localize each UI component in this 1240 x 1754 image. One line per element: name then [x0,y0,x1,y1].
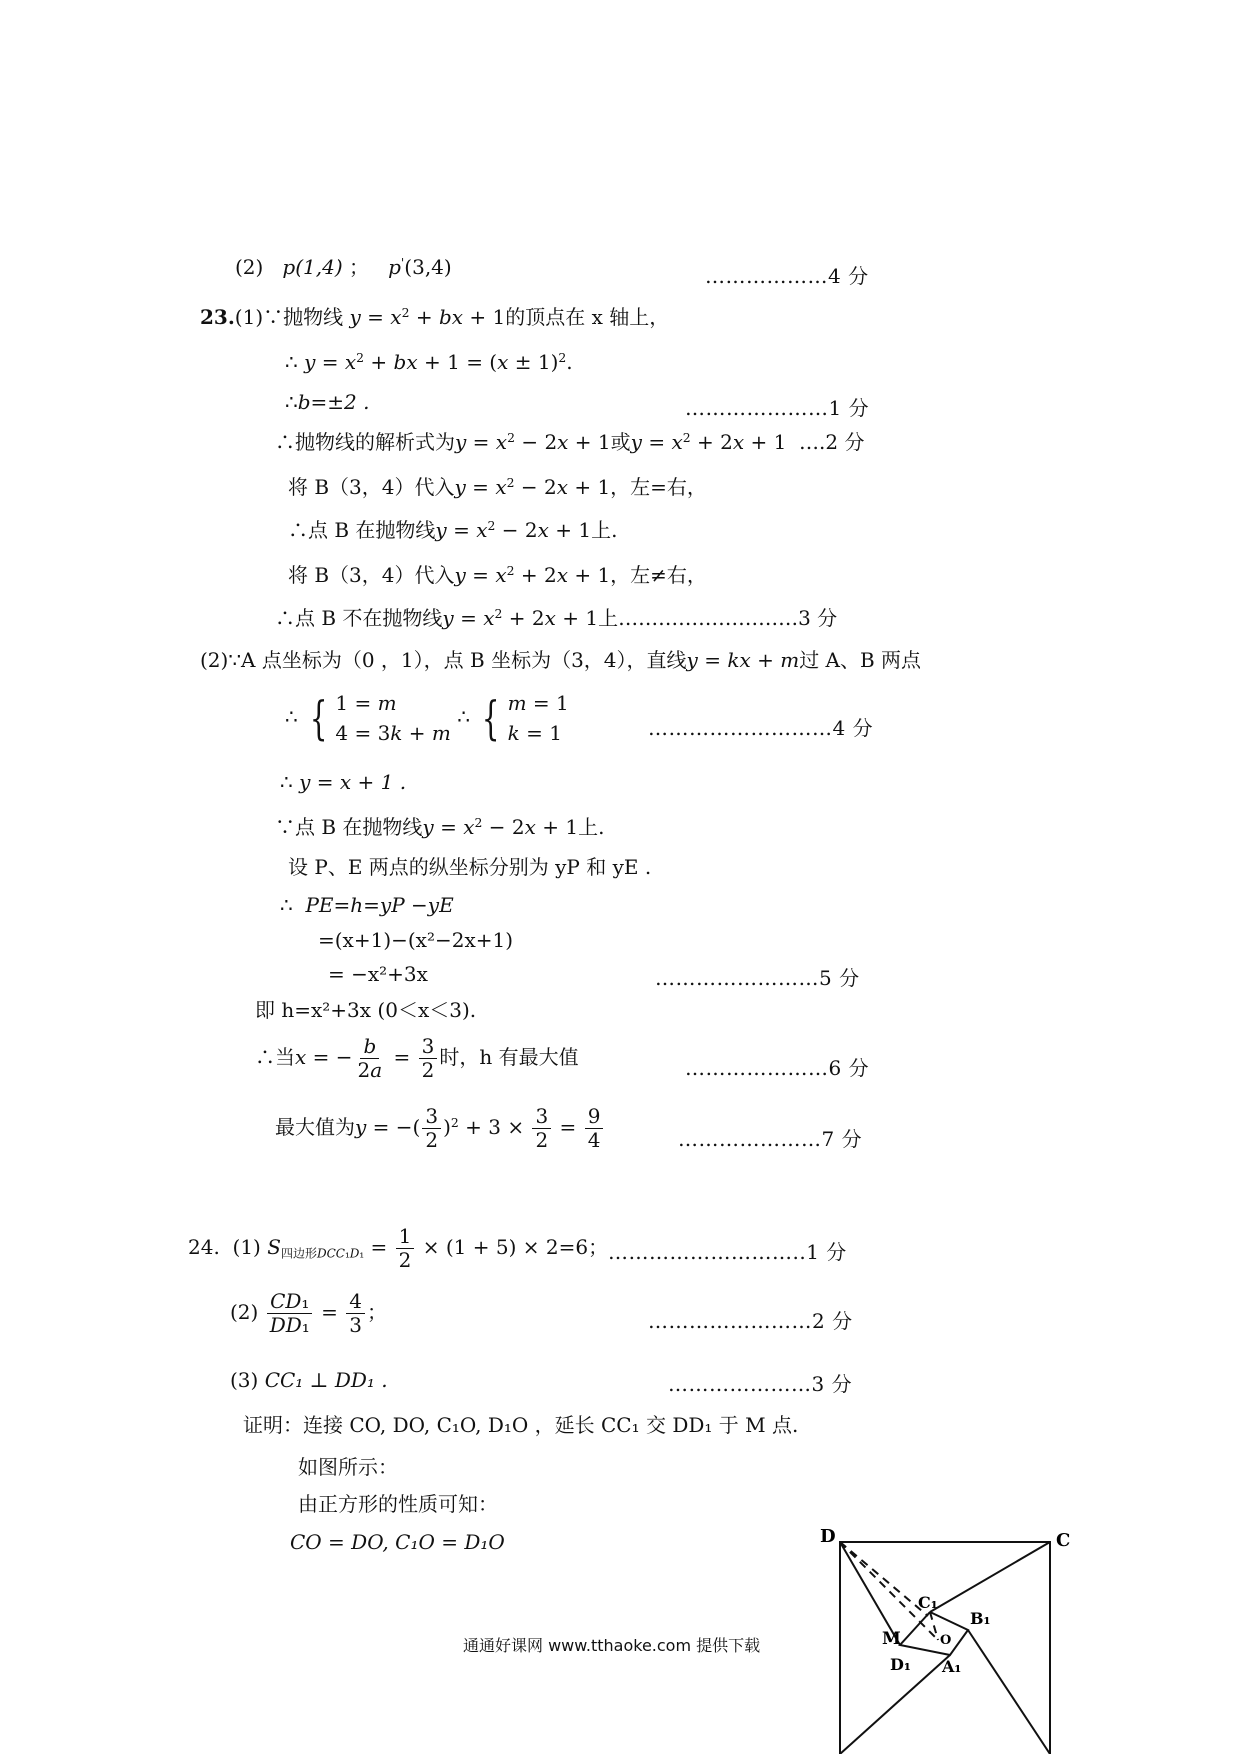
because-text: ∵点 B 在抛物线 [275,815,423,839]
q24-score1: ………………………..1 分 [608,1240,847,1264]
on-text: 上. [591,518,618,542]
point-p: p(1,4) [282,255,343,279]
q23-score1: …………………1 分 [685,396,870,420]
q23-score7: …………………7 分 [678,1127,863,1151]
q23-score2: ….2 分 [799,430,865,454]
edge-b-b1 [968,1630,1050,1754]
q24-part2: (2) $\frac{\text{CD₁}}{\text{DD₁}}$ = $\frac{4}{3}$ ； [230,1289,388,1337]
part-label: (2) [230,1300,259,1324]
part-label: (2) [235,255,264,279]
q23-score4: ………………………4 分 [648,716,874,740]
q24-part1: 24. (1) $S_{四边形DCC_1D_1}$ = $\frac{1}{2}$ × (1 + 5) × 2=6； [188,1224,609,1272]
q22-part2 [235,255,452,279]
point-p-prime-coords: (3,4) [404,255,452,279]
semicolon: ； [349,255,369,279]
when-text: ∴当 [255,1045,295,1069]
inner-quad [900,1612,968,1655]
part2-intro-text: (2)∵A 点坐标为（0 ，1），点 B 坐标为（3，4），直线 [200,648,687,672]
q24-by-square: 由正方形的性质可知： [298,1492,498,1516]
q23-score5: ……………………5 分 [655,966,860,990]
on-text: 上. [578,815,605,839]
passes-text: 过 A、B 两点 [799,648,922,672]
therefore-symbol: ∴ [285,704,298,729]
left-eq-right: ，左=右， [610,475,707,499]
point-p-prime: p' [388,255,405,279]
q23-line3 [285,390,370,414]
point-b-not-on-text: ∴点 B 不在抛物线 [275,606,443,630]
score3-text: 上………………………3 分 [598,606,838,630]
q23-line8: ∴点 B 不在抛物线$y = x^2 + 2x + 1$上………………………3 分 [275,606,838,630]
question-number: 23. [200,305,235,329]
therefore-symbol: ∴ [280,770,293,794]
q23-h-def: 即 h=x²+3x (0＜x＜3). [255,998,477,1022]
part-label: (3) [230,1368,259,1392]
q23-line2: ∴ $y = x^2$ + bx + $1 = (x \pm 1)^2$. [285,350,573,374]
q23-line1: 23.(1)∵抛物线 $y = x^2$ + bx + 1的顶点在 x 轴上， [200,305,670,329]
q24-part3 [230,1368,388,1392]
q24-as-figure: 如图所示： [298,1455,398,1479]
label-a1: A₁ [942,1657,962,1676]
q23-max: 最大值为y = −( $\frac{3}{2}$ )$^2$ + 3 × $\frac{3}{2}$ = $\frac{9}{4}$ [275,1105,605,1152]
area-tail: =6； [558,1235,609,1259]
b-value: b=±2 . [297,390,370,414]
question-number: 24. [188,1235,220,1259]
q23-when: ∴当x = − $\frac{b}{2a}$ = $\frac{3}{2}$ 时，h 有最大值 [255,1034,579,1082]
q23-pe [280,893,454,917]
pe-equation: PE=h=yP −yE [305,893,454,917]
dashed-d-c1 [840,1542,928,1616]
vertex-text: 的顶点在 x 轴上， [505,305,670,329]
analytic-text: ∴抛物线的解析式为 [275,430,455,454]
equalities-text: CO = DO, C₁O = D₁O [290,1530,505,1554]
q23-score6: …………………6 分 [685,1056,870,1080]
system-2: { m = 1 k = 1 [482,691,569,745]
substitute-text: 将 B（3，4）代入 [288,563,455,587]
point-b-on-text: ∴点 B 在抛物线 [288,518,436,542]
or-text: 或 [610,430,631,454]
therefore-symbol: ∴ [285,350,298,374]
q24-score2: ……………………2 分 [648,1309,853,1333]
perpendicular-statement: CC₁ ⊥ DD₁ . [264,1368,388,1392]
q23-line-y [280,770,406,794]
q23-set-pe: 设 P、E 两点的纵坐标分别为 yP 和 yE . [288,855,652,879]
when-tail-text: 时，h 有最大值 [439,1045,579,1069]
q23-part2-intro: (2)∵A 点坐标为（0 ，1），点 B 坐标为（3，4），直线y = kx + m过 A、B 两点 [200,648,922,672]
system-1: { 1 = m 4 = 3k + m [309,691,451,745]
semicolon: ； [367,1300,388,1324]
q23-line6: ∴点 B 在抛物线$y = x^2 - 2x + 1$上. [288,518,618,542]
label-o: O [940,1633,952,1648]
q23-expand1: =(x+1)−(x²−2x+1) [318,928,514,952]
label-c1: C₁ [918,1593,938,1612]
part-label: (1) [232,1235,261,1259]
q24-proof: 证明：连接 CO, DO, C₁O, D₁O ，延长 CC₁ 交 DD₁ 于 M 点. [243,1413,799,1437]
label-c: C [1056,1530,1071,1551]
label-b1: B₁ [970,1609,991,1628]
left-ne-right: ，左≠右， [610,563,707,587]
q23-expand2: = −x²+3x [328,962,428,986]
footer-credit: 通通好课网 www.tthaoke.com 提供下载 [463,1636,761,1655]
label-d1: D₁ [890,1655,911,1674]
intro-text: (1)∵抛物线 [234,305,344,329]
q23-system [285,688,569,748]
substitute-text: 将 B（3，4）代入 [288,475,455,499]
max-text: 最大值为 [275,1115,355,1139]
q23-line7: 将 B（3，4）代入$y = x^2 + 2x + 1$，左≠右， [288,563,707,587]
q24-score3: …………………3 分 [668,1372,853,1396]
label-d: D [820,1526,836,1547]
therefore-symbol: ∴ [285,390,298,414]
q22-score: ………………4 分 [705,264,869,288]
line-equation: y = x + 1 . [299,770,407,794]
q23-line-b-on: ∵点 B 在抛物线$y = x^2 - 2x + 1$上. [275,815,605,839]
therefore-symbol: ∴ [457,704,470,729]
label-m: M [882,1629,901,1649]
q24-equalities [290,1530,505,1554]
therefore-symbol: ∴ [280,893,293,917]
edge-c-c1 [930,1542,1050,1612]
q23-line4: ∴抛物线的解析式为$y = x^2 - 2x + 1$或$y = x^2 + 2x + 1$ ….2 分 [275,430,865,454]
geometry-figure [810,1520,1080,1754]
q23-line5: 将 B（3，4）代入$y = x^2 - 2x + 1$，左=右， [288,475,707,499]
